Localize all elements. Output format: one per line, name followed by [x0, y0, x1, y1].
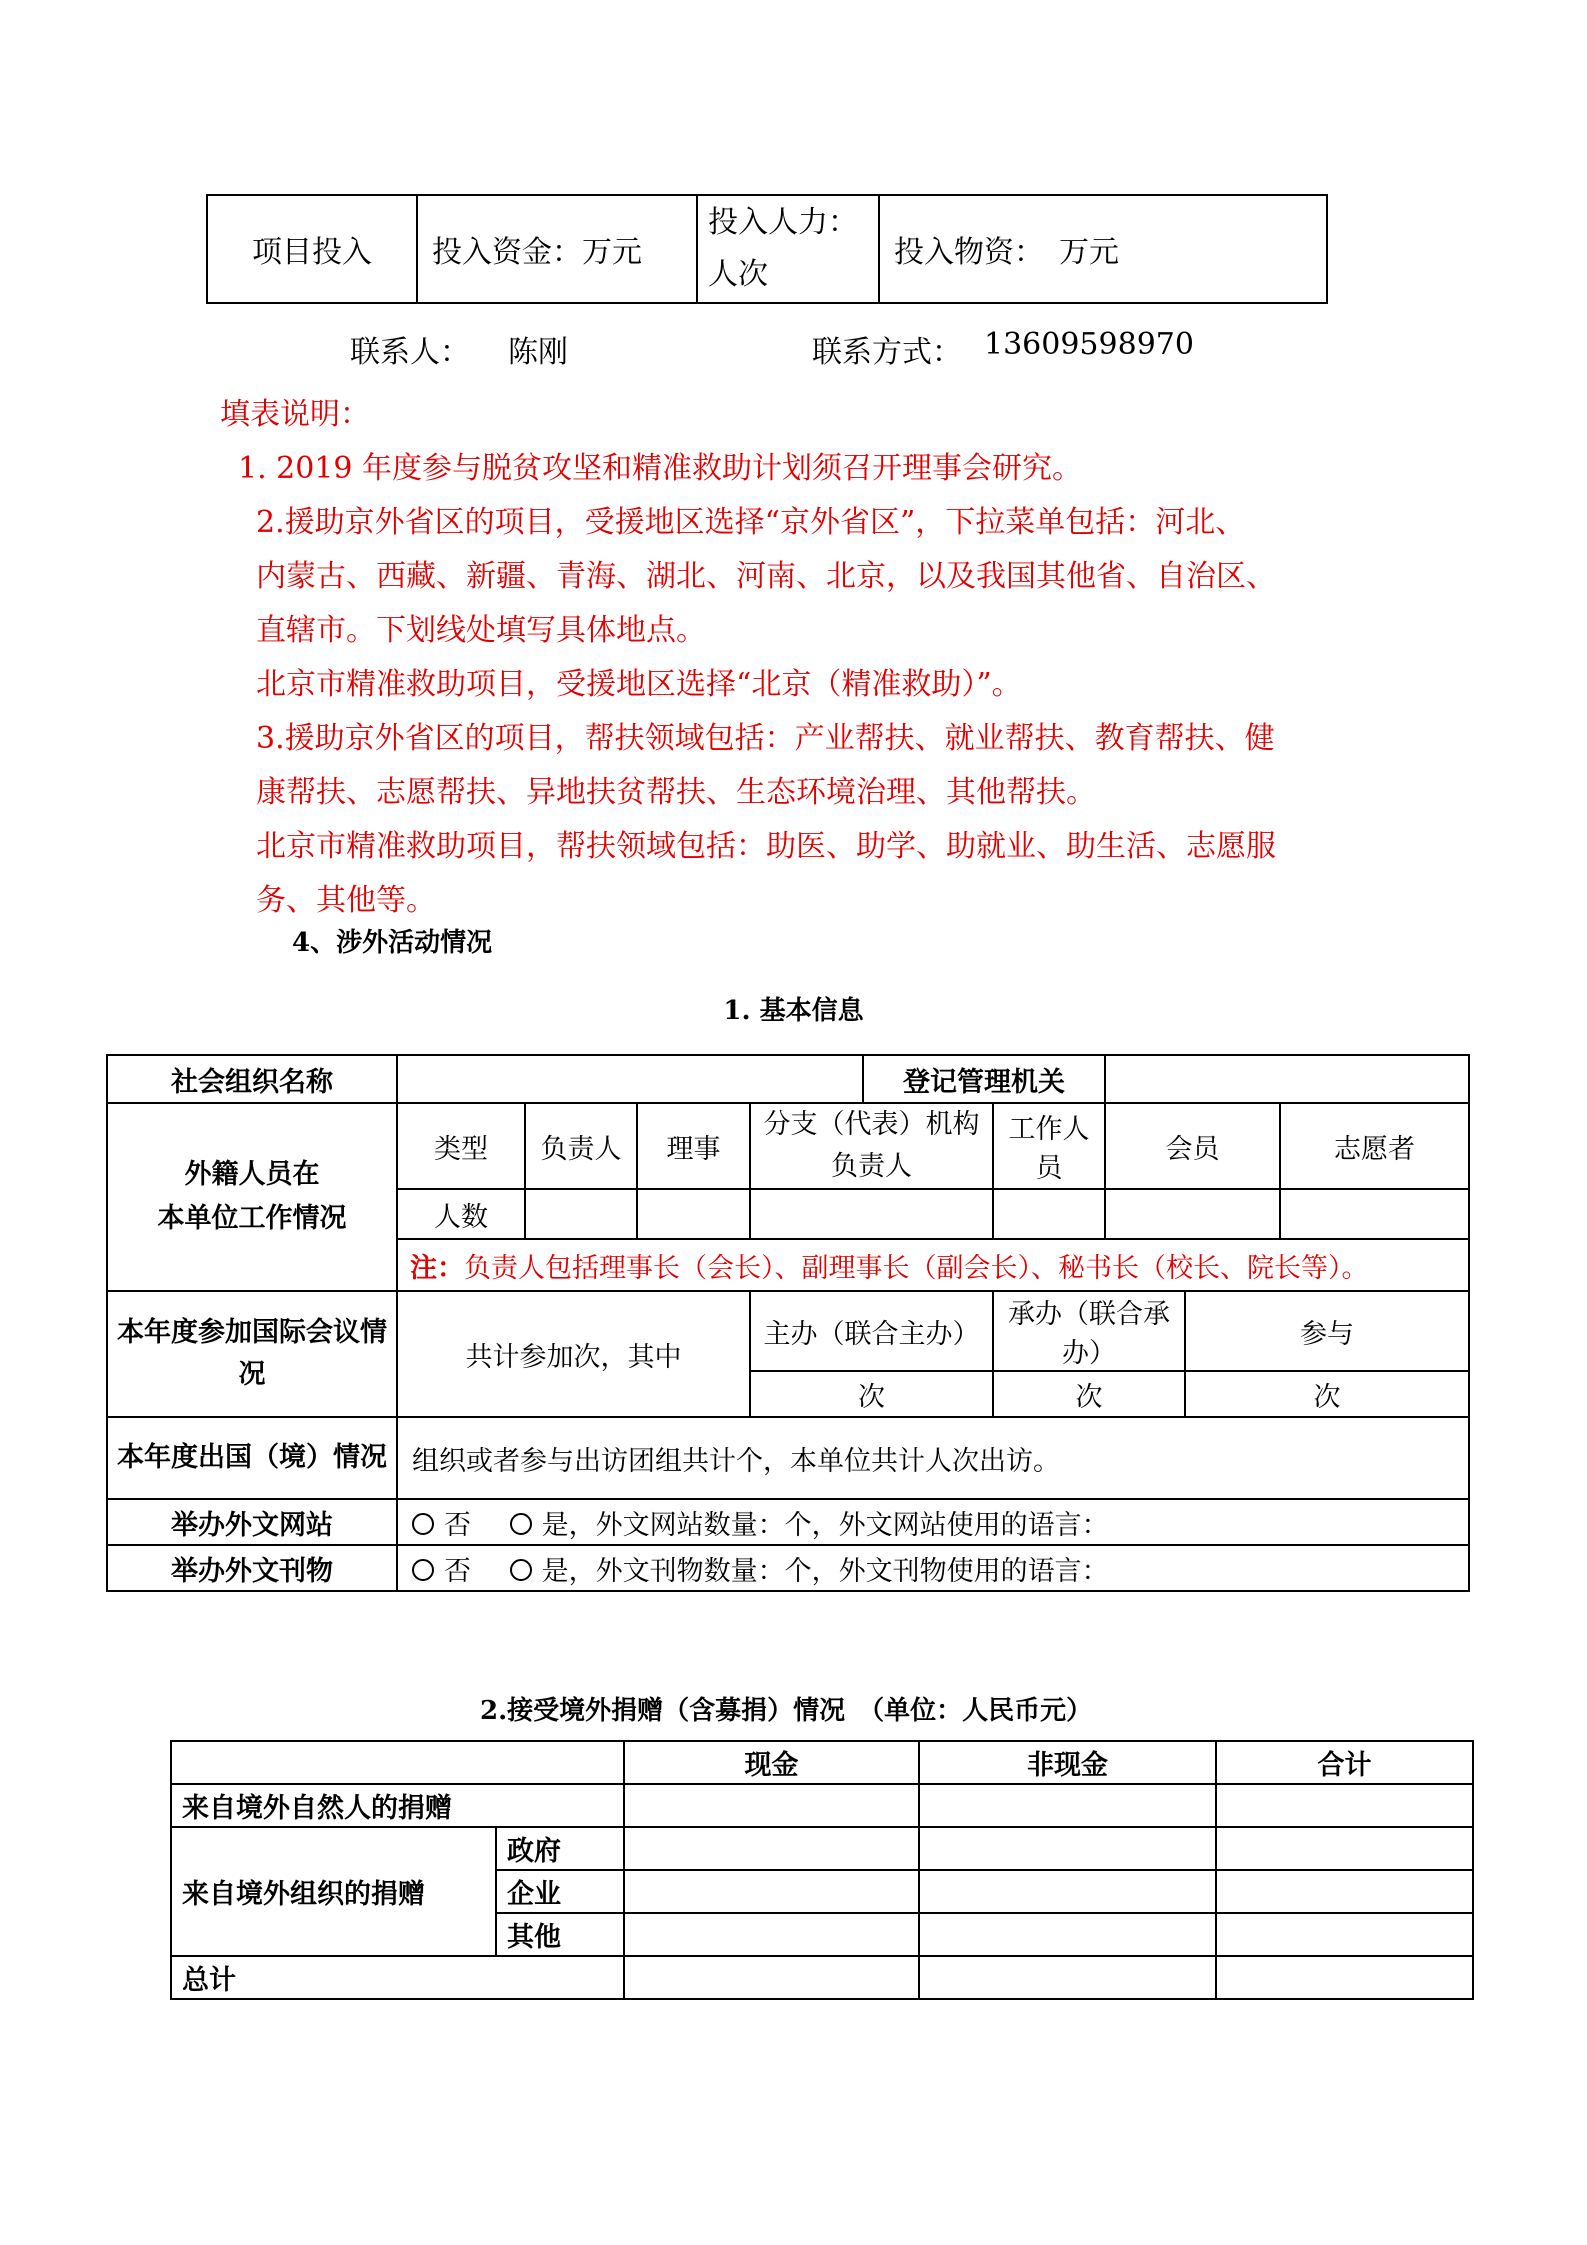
conference-attend: 参与	[1185, 1291, 1469, 1371]
note-line: 内蒙古、西藏、新疆、青海、湖北、河南、北京，以及我国其他省、自治区、	[256, 559, 1276, 594]
abroad-row	[107, 1417, 1469, 1499]
donations-natural-person-row	[171, 1784, 1473, 1827]
abroad-text[interactable]: 组织或者参与出访团组共计个，本单位共计人次出访。	[397, 1417, 1469, 1499]
contact-person-name: 陈刚	[508, 335, 568, 370]
government-cash[interactable]	[624, 1827, 919, 1870]
website-row	[107, 1499, 1469, 1545]
investment-table	[206, 194, 1328, 304]
count-cell-director[interactable]	[637, 1189, 750, 1239]
type-header: 类型	[397, 1103, 525, 1189]
contact-method-label: 联系方式：	[812, 335, 962, 370]
donations-col-cash: 现金	[624, 1741, 919, 1784]
conference-row-1	[107, 1291, 1469, 1371]
conference-host: 主办（联合主办）	[750, 1291, 993, 1371]
note-line: 北京市精准救助项目，受援地区选择“北京（精准救助）”。	[256, 667, 1022, 702]
count-cell-leader[interactable]	[525, 1189, 637, 1239]
donations-col-total: 合计	[1216, 1741, 1473, 1784]
count-cell-branch[interactable]	[750, 1189, 993, 1239]
staff-note	[397, 1239, 1469, 1291]
count-cell-volunteer[interactable]	[1280, 1189, 1469, 1239]
donations-col-noncash: 非现金	[919, 1741, 1216, 1784]
count-cell-member[interactable]	[1105, 1189, 1280, 1239]
other-noncash[interactable]	[919, 1913, 1216, 1956]
donations-corner	[171, 1741, 624, 1784]
enterprise-noncash[interactable]	[919, 1870, 1216, 1913]
other-cash[interactable]	[624, 1913, 919, 1956]
website-label: 举办外文网站	[107, 1499, 397, 1545]
note-line: 3.援助京外省区的项目，帮扶领域包括：产业帮扶、就业帮扶、教育帮扶、健	[256, 721, 1275, 756]
basic-info-title: 1. 基本信息	[723, 996, 864, 1026]
foreign-staff-label	[107, 1103, 397, 1291]
conference-total[interactable]: 共计参加次，其中	[397, 1291, 750, 1417]
authority-field[interactable]	[1105, 1055, 1469, 1103]
note-line: 康帮扶、志愿帮扶、异地扶贫帮扶、生态环境治理、其他帮扶。	[256, 775, 1096, 810]
authority-label: 登记管理机关	[863, 1055, 1105, 1103]
org-name-row	[107, 1055, 1469, 1103]
donations-table	[170, 1740, 1474, 2000]
invest-labor[interactable]	[697, 195, 879, 303]
radio-no-icon[interactable]	[412, 1513, 434, 1535]
col-header-staff: 工作人员	[993, 1103, 1105, 1189]
conference-host-count[interactable]: 次	[750, 1371, 993, 1417]
website-yes: 是，外文网站数量：个，外文网站使用的语言：	[541, 1509, 1109, 1541]
government-total[interactable]	[1216, 1827, 1473, 1870]
government-noncash[interactable]	[919, 1827, 1216, 1870]
enterprise-cash[interactable]	[624, 1870, 919, 1913]
journal-no: 否	[444, 1555, 471, 1587]
foreign-staff-label-2: 本单位工作情况	[157, 1203, 347, 1234]
grand-total-noncash[interactable]	[919, 1956, 1216, 1999]
col-header-director: 理事	[637, 1103, 750, 1189]
conference-cohost-count[interactable]: 次	[993, 1371, 1185, 1417]
journal-label: 举办外文刊物	[107, 1545, 397, 1591]
col-header-leader: 负责人	[525, 1103, 637, 1189]
grand-total-cash[interactable]	[624, 1956, 919, 1999]
filling-instructions	[220, 388, 1360, 928]
org-name-label: 社会组织名称	[107, 1055, 397, 1103]
note-line: 务、其他等。	[256, 883, 436, 918]
note-line: 北京市精准救助项目，帮扶领域包括：助医、助学、助就业、助生活、志愿服	[256, 829, 1276, 864]
donations-total-row	[171, 1956, 1473, 1999]
org-donation-label: 来自境外组织的捐赠	[171, 1827, 496, 1956]
count-cell-staff[interactable]	[993, 1189, 1105, 1239]
note-line: 1. 2019 年度参与脱贫攻坚和精准救助计划须召开理事会研究。	[238, 451, 1083, 486]
staff-note-text: 负责人包括理事长（会长）、副理事长（副会长）、秘书长（校长、院长等）。	[464, 1252, 1369, 1284]
note-line: 直辖市。下划线处填写具体地点。	[256, 613, 706, 648]
col-header-member: 会员	[1105, 1103, 1280, 1189]
conference-attend-count[interactable]: 次	[1185, 1371, 1469, 1417]
col-header-volunteer: 志愿者	[1280, 1103, 1469, 1189]
other-total[interactable]	[1216, 1913, 1473, 1956]
enterprise-total[interactable]	[1216, 1870, 1473, 1913]
journal-options	[397, 1545, 1469, 1591]
contact-phone: 13609598970	[984, 327, 1194, 362]
count-label: 人数	[397, 1189, 525, 1239]
grand-total-total[interactable]	[1216, 1956, 1473, 1999]
natural-person-cash[interactable]	[624, 1784, 919, 1827]
natural-person-label: 来自境外自然人的捐赠	[171, 1784, 624, 1827]
donations-header-row	[171, 1741, 1473, 1784]
note-line: 2.援助京外省区的项目，受援地区选择“京外省区”，下拉菜单包括：河北、	[256, 505, 1246, 540]
staff-note-prefix: 注：	[410, 1252, 464, 1284]
staff-header-row	[107, 1103, 1469, 1189]
org-row-government: 政府	[496, 1827, 624, 1870]
contact-person-label: 联系人：	[350, 335, 470, 370]
invest-labor-line2: 人次	[708, 257, 768, 292]
foreign-staff-label-1: 外籍人员在	[184, 1159, 320, 1190]
invest-label: 项目投入	[207, 195, 417, 303]
journal-yes: 是，外文刊物数量：个，外文刊物使用的语言：	[541, 1555, 1109, 1587]
invest-materials[interactable]: 投入物资： 万元	[879, 195, 1327, 303]
col-header-branch: 分支（代表）机构负责人	[750, 1103, 993, 1189]
natural-person-noncash[interactable]	[919, 1784, 1216, 1827]
org-name-field[interactable]	[397, 1055, 863, 1103]
journal-row	[107, 1545, 1469, 1591]
radio-no-icon[interactable]	[412, 1559, 434, 1581]
abroad-label: 本年度出国（境）情况	[107, 1417, 397, 1499]
website-options	[397, 1499, 1469, 1545]
basic-info-table	[106, 1054, 1470, 1592]
invest-funds[interactable]: 投入资金：万元	[417, 195, 697, 303]
natural-person-total[interactable]	[1216, 1784, 1473, 1827]
invest-labor-line1: 投入人力：	[708, 205, 858, 240]
org-row-enterprise: 企业	[496, 1870, 624, 1913]
radio-yes-icon[interactable]	[510, 1513, 532, 1535]
notes-title: 填表说明：	[220, 397, 370, 432]
radio-yes-icon[interactable]	[510, 1559, 532, 1581]
org-row-other: 其他	[496, 1913, 624, 1956]
section-title: 4、涉外活动情况	[292, 928, 493, 958]
website-no: 否	[444, 1509, 471, 1541]
donations-title: 2.接受境外捐赠（含募捐）情况 （单位：人民币元）	[480, 1696, 1093, 1726]
conference-cohost: 承办（联合承办）	[993, 1291, 1185, 1371]
donations-org-row	[171, 1827, 1473, 1870]
conference-label: 本年度参加国际会议情况	[107, 1291, 397, 1417]
grand-total-label: 总计	[171, 1956, 624, 1999]
investment-row	[207, 195, 1327, 303]
